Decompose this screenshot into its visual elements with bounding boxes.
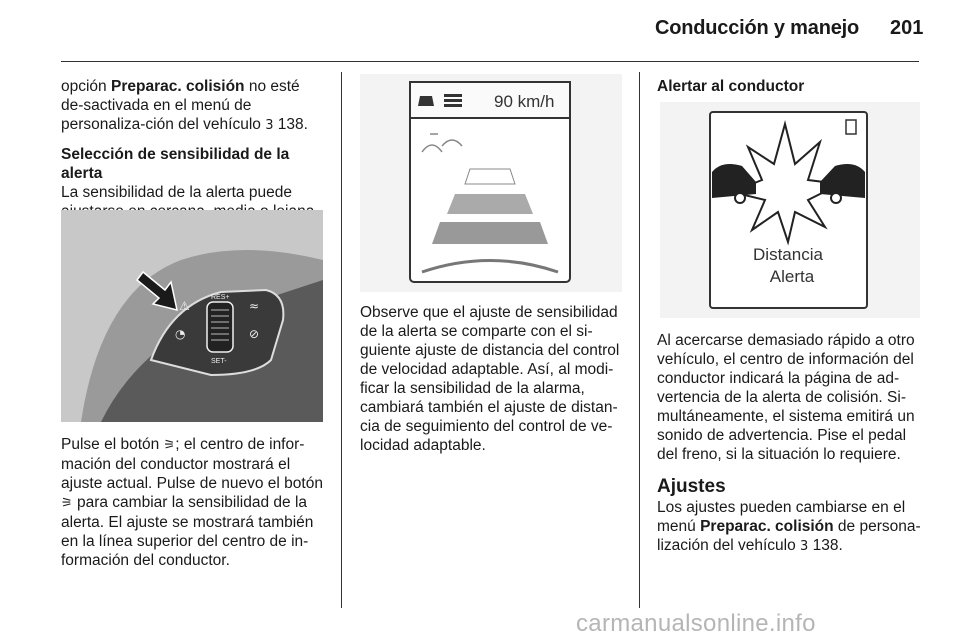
text: Pulse el botón (61, 436, 164, 453)
watermark: carmanualsonline.info (576, 610, 816, 637)
distance-button-icon: ⚠ (179, 299, 190, 313)
menu-reference: Preparac. colisión (110, 78, 245, 95)
paragraph (61, 435, 326, 570)
paragraph (61, 77, 326, 135)
column-divider-left (341, 72, 342, 608)
cancel-button-icon: ⊘ (249, 327, 260, 341)
text: Los ajustes pueden cambiarse en el menú (657, 499, 906, 535)
page-ref-arrow-icon: 3 (265, 118, 274, 133)
text: de persona-lización del vehículo (657, 518, 921, 554)
section-heading: Ajustes (657, 476, 726, 497)
distance-bar-1 (465, 169, 515, 184)
right-car-wheel (831, 193, 841, 203)
distance-button-icon: ⚞ (163, 438, 176, 453)
middle-column-text (360, 303, 625, 455)
header-divider (61, 61, 919, 62)
follow-distance-icon (444, 94, 462, 107)
distance-bar-3 (432, 222, 548, 244)
page-title: Conducción y manejo (655, 17, 860, 39)
resume-label: RES+ (211, 294, 230, 301)
collision-alert-icon (418, 96, 434, 106)
paragraph: Al acercarse demasiado rápido a otro vehículo, el centro de información del conductor indicará la página de ad-vertencia de la alerta de colisión. Si-multáneamente, el sistema emitirá un sonido de advertencia. Pise el pedal del freno, si la situación lo requiere. (657, 332, 915, 463)
left-column-top (61, 77, 326, 221)
set-label: SET- (211, 358, 227, 365)
speed-readout: 90 km/h (494, 92, 555, 111)
paragraph (657, 498, 922, 556)
driver-info-display-figure (360, 74, 622, 292)
text: para cambiar la sensibilidad de la alerta. El ajuste se mostrará también en la línea superior del centro de in-formación del conductor. (61, 494, 314, 569)
page-ref-arrow-icon: 3 (800, 539, 809, 554)
page-ref: 138. (273, 116, 308, 133)
page-number: 201 (890, 17, 924, 39)
distance-button-icon: ⚞ (61, 496, 73, 511)
text: no esté de-sactivada en el menú de personaliza-ción del vehículo (61, 78, 300, 133)
left-column-bottom (61, 435, 326, 570)
text: ; el centro de infor-mación del conductor mostrará el ajuste actual. Pulse de nuevo el botón (61, 436, 323, 492)
left-car-wheel (735, 193, 745, 203)
page-ref: 138. (808, 537, 843, 554)
distance-bar-2 (447, 194, 533, 214)
paragraph: Observe que el ajuste de sensibilidad de la alerta se comparte con el si-guiente ajuste de distancia del control de velocidad adaptable. Así, al modi-ficar la sensibilidad de la alarma, cambiará también el ajuste de distan-cia de seguimiento del control de ve-locidad adaptable. (360, 304, 620, 454)
cruise-button-icon: ◔ (175, 327, 186, 341)
column-divider-right (639, 72, 640, 608)
text: opción (61, 78, 111, 95)
menu-reference: Preparac. colisión (700, 518, 834, 535)
section-heading: Selección de sensibilidad de la alerta (61, 146, 290, 182)
right-column-bottom (657, 331, 922, 556)
alert-text-line2: Alerta (769, 267, 815, 286)
paragraph: La sensibilidad de la alerta puede (61, 184, 292, 201)
collision-alert-figure (660, 102, 920, 318)
alert-text-line1: Distancia (753, 245, 823, 264)
adaptive-cruise-icon: ≈ (249, 299, 260, 313)
section-heading: Alertar al conductor (657, 78, 805, 95)
right-column-top (657, 77, 922, 96)
steering-wheel-figure (61, 210, 323, 422)
